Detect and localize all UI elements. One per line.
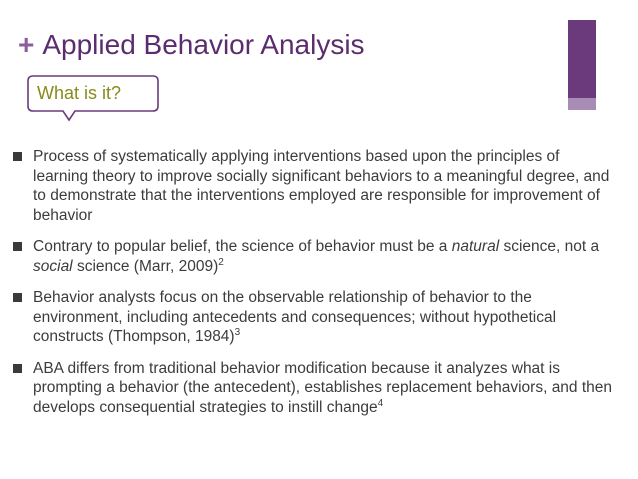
plus-icon: + (18, 29, 35, 60)
list-item (13, 359, 618, 418)
callout-label: What is it? (37, 83, 122, 103)
bullet-text (33, 147, 618, 225)
footnote-ref: 4 (377, 397, 384, 409)
square-bullet-icon (13, 293, 22, 302)
emphasis-natural: natural (451, 238, 500, 255)
accent-bar (568, 20, 596, 98)
square-bullet-icon (13, 152, 22, 161)
accent-bar-light (568, 98, 596, 110)
bullet-text-content: Process of systematically applying interventions based upon the principles of learning theory to improve socially significant behaviors to a meaningful degree, and to demonstrate that the interventions employed are responsible for improvement of behavior (33, 148, 610, 224)
bullet-text-content: ABA differs from traditional behavior modification because it analyzes what is prompting a behavior (the antecedent), establishes replacement behaviors, and then develops consequential strategies to instill change (33, 359, 613, 416)
bullet-text-content: Behavior analysts focus on the observable relationship of behavior to the environment, including antecedents and consequences; without hypothetical constructs (Thompson, 1984) (33, 289, 557, 345)
list-item (13, 288, 618, 347)
slide-title: Applied Behavior Analysis (42, 29, 365, 60)
bullet-list (13, 147, 618, 429)
footnote-ref: 3 (234, 326, 241, 338)
bullet-text-part: science, not a (499, 238, 600, 255)
bullet-text (33, 237, 618, 276)
square-bullet-icon (13, 242, 22, 251)
bullet-text-part: science (Marr, 2009) (72, 257, 219, 275)
bullet-text (33, 359, 618, 418)
footnote-ref: 2 (218, 256, 224, 268)
list-item (13, 237, 618, 276)
bullet-text (33, 288, 618, 347)
list-item (13, 147, 618, 225)
title-row (18, 25, 365, 65)
square-bullet-icon (13, 364, 22, 373)
bullet-text-part: Contrary to popular belief, the science of behavior must be a (33, 238, 452, 255)
emphasis-social: social (33, 257, 73, 275)
speech-bubble-callout (27, 75, 159, 113)
